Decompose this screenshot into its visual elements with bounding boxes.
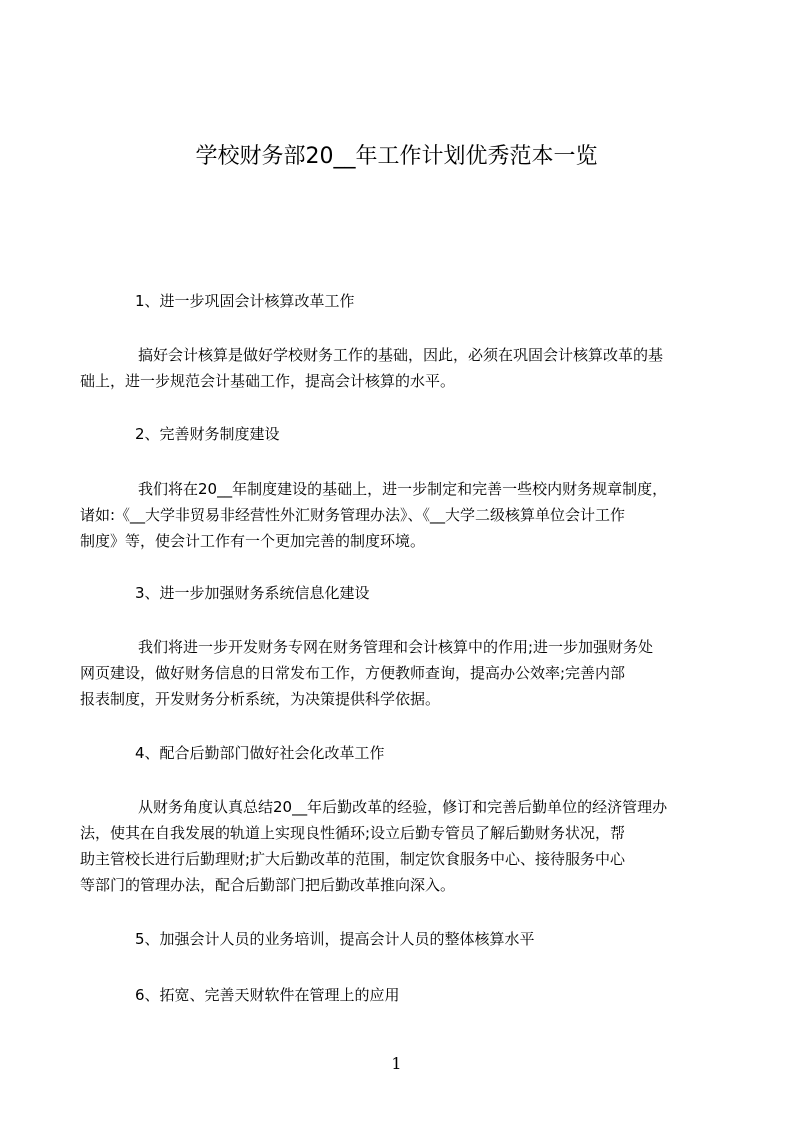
page-number: 1 <box>391 1054 402 1073</box>
section-paragraph-4 <box>80 794 702 898</box>
section-heading-1: 1、进一步巩固会计核算改革工作 <box>135 292 355 310</box>
paragraph-line: 制度》等，使会计工作有一个更加完善的制度环境。 <box>80 532 426 550</box>
section-paragraph-2 <box>80 476 702 554</box>
paragraph-line: 网页建设，做好财务信息的日常发布工作，方便教师查询，提高办公效率;完善内部 <box>80 664 626 682</box>
paragraph-line: 助主管校长进行后勤理财;扩大后勤改革的范围，制定饮食服务中心、接待服务中心 <box>80 850 626 868</box>
section-paragraph-3 <box>80 634 702 712</box>
paragraph-line: 诸如:《__大学非贸易非经营性外汇财务管理办法》、《__大学二级核算单位会计工作 <box>80 506 626 524</box>
paragraph-line: 我们将在20__年制度建设的基础上，进一步制定和完善一些校内财务规章制度， <box>138 480 668 498</box>
section-heading-4: 4、配合后勤部门做好社会化改革工作 <box>135 744 385 762</box>
section-heading-5: 5、加强会计人员的业务培训，提高会计人员的整体核算水平 <box>135 930 535 948</box>
paragraph-line: 报表制度，开发财务分析系统，为决策提供科学依据。 <box>80 690 441 708</box>
section-heading-3: 3、进一步加强财务系统信息化建设 <box>135 584 370 602</box>
section-heading-6: 6、拓宽、完善天财软件在管理上的应用 <box>135 986 400 1004</box>
paragraph-line: 从财务角度认真总结20__年后勤改革的经验，修订和完善后勤单位的经济管理办 <box>138 798 668 816</box>
paragraph-line: 法，使其在自我发展的轨道上实现良性循环;设立后勤专管员了解后勤财务状况，帮 <box>80 824 626 842</box>
paragraph-line: 等部门的管理办法，配合后勤部门把后勤改革推向深入。 <box>80 876 456 894</box>
section-paragraph-1 <box>80 342 702 394</box>
section-heading-2: 2、完善财务制度建设 <box>135 425 280 443</box>
paragraph-line: 搞好会计核算是做好学校财务工作的基础，因此，必须在巩固会计核算改革的基 <box>138 346 664 364</box>
document-title: 学校财务部20__年工作计划优秀范本一览 <box>195 144 598 169</box>
paragraph-line: 础上，进一步规范会计基础工作，提高会计核算的水平。 <box>80 372 456 390</box>
paragraph-line: 我们将进一步开发财务专网在财务管理和会计核算中的作用;进一步加强财务处 <box>138 638 654 656</box>
